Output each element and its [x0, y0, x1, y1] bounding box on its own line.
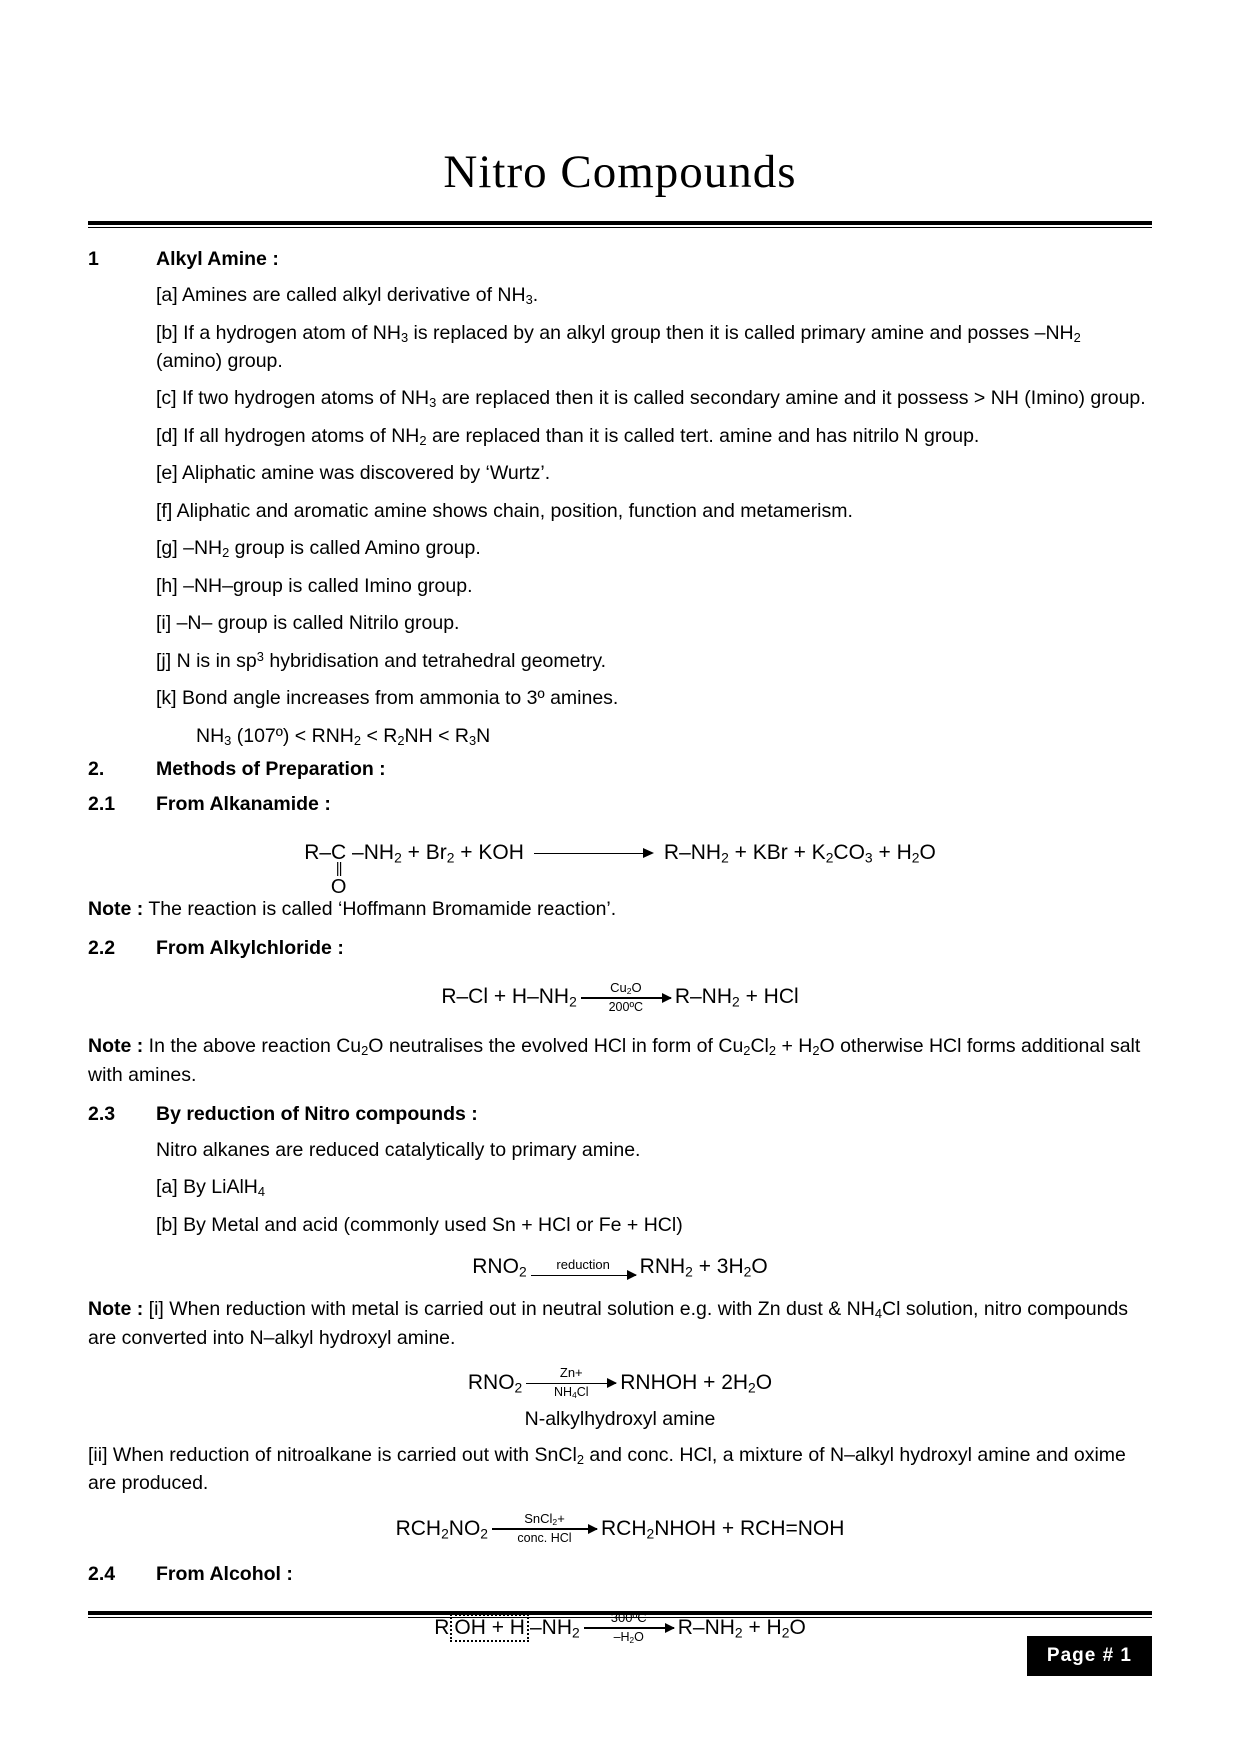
carbonyl-group: C || O [330, 840, 347, 898]
section-title-2-2: From Alkylchloride : [156, 936, 344, 959]
note-2-3-i: Note : [i] When reduction with metal is carried out in neutral solution e.g. with Zn dust & $NH_4Cl$ solution, nitro compounds are converted into N–alkyl hydroxyl amine. [88, 1298, 1129, 1349]
oxygen-atom: O [330, 875, 347, 898]
page-number-badge: Page # 1 [1027, 1636, 1152, 1676]
equation-sncl2-reduction: $RCH_2NO_2$ SnCl$_2$+ conc. HCl $RCH_2NHOH + RCH=NOH$ [395, 1510, 845, 1545]
item-d: [d] If all hydrogen atoms of $NH_2$ are replaced than it is called tert. amine and has nitrilo N group. [156, 424, 980, 449]
reaction-arrow-icon [526, 1366, 616, 1400]
arrow-below-label: $NH_4Cl$ [554, 1385, 589, 1401]
equation-from-alcohol: R OH + H $-NH_2$ 300ºC $-H_2O$ $R-NH_2 + H_2O$ [434, 1610, 806, 1646]
footer-divider [88, 1611, 1152, 1618]
note-2-1 [88, 895, 1152, 923]
item-g: [g] $-NH_2$ group is called Amino group. [156, 537, 481, 561]
item-k: [k] Bond angle increases from ammonia to 3º amines. [156, 687, 619, 710]
section-heading-2-1 [88, 791, 1152, 819]
arrow-below-label: $-H_2O$ [613, 1630, 644, 1646]
arrow-above-label: Zn+ [559, 1365, 583, 1381]
section-heading-1 [88, 246, 1152, 274]
item-h: [h] –NH–group is called Imino group. [156, 574, 473, 597]
reaction-arrow-icon [492, 1512, 597, 1546]
note-2-3-ii: [ii] When reduction of nitroalkane is carried out with SnCl$_2$ and conc. HCl, a mixture of N–alkyl hydroxyl amine and oxime are produced. [88, 1443, 1126, 1495]
item-c: [c] If two hydrogen atoms of $NH_3$ are replaced then it is called secondary amine and it possess > NH (Imino) group. [156, 387, 1146, 411]
section-heading-2-4 [88, 1561, 1152, 1589]
title-divider [88, 221, 1152, 228]
equation-alkylchloride: $R-Cl + H-NH_2$ $Cu_2O$ 200ºC $R-NH_2$ + HCl [441, 979, 799, 1014]
page-title: Nitro Compounds [443, 146, 797, 198]
section-number-2-3: 2.3 [88, 1103, 116, 1126]
equation-left-prefix: R [434, 1615, 450, 1639]
section-heading-2-3 [88, 1101, 1152, 1129]
section-number-2-2: 2.2 [88, 936, 116, 959]
arrow-below-label: conc. HCl [517, 1530, 572, 1545]
item-f: [f] Aliphatic and aromatic amine shows chain, position, function and metamerism. [156, 499, 853, 522]
reaction-arrow-icon [581, 981, 671, 1015]
reaction-arrow-icon [534, 847, 654, 859]
reaction-arrow-icon [531, 1258, 636, 1276]
item-j: [j] N is in $sp^3$ hybridisation and tetrahedral geometry. [156, 648, 607, 672]
arrow-below-label: 200ºC [608, 999, 644, 1014]
note-2-2: Note : In the above reaction $Cu_2O$ neutralises the evolved HCl in form of $Cu_2Cl_2 + H_2O$ otherwise HCl forms additional salt with amines. [88, 1035, 1141, 1086]
item-a: [a] Amines are called alkyl derivative of $NH_3$. [156, 284, 539, 308]
arrow-above-label: SnCl$_2$+ [524, 1510, 565, 1527]
equation-zn-reduction: $RNO_2$ Zn+ $NH_4Cl$ RNHOH + $2H_2O$ [467, 1365, 773, 1401]
arrow-above-label: 300ºC [610, 1610, 647, 1626]
item-2-3-b: [b] By Metal and acid (commonly used Sn + HCl or Fe + HCl) [156, 1213, 683, 1236]
section-title-2: Methods of Preparation : [156, 758, 386, 781]
equation-caption: N-alkylhydroxyl amine [524, 1407, 716, 1430]
item-i: [i] –N– group is called Nitrilo group. [156, 612, 460, 635]
leaving-group-box: OH + H [450, 1614, 529, 1642]
item-2-3-a: [a] By LiAlH$_4$ [156, 1176, 266, 1200]
intro-2-3: Nitro alkanes are reduced catalytically to primary amine. [156, 1138, 641, 1161]
section-title-2-4: From Alcohol : [156, 1563, 293, 1586]
section-heading-2-2 [88, 935, 1152, 963]
equation-reduction: $RNO_2$ reduction $RNH_2 + 3H_2O$ [472, 1255, 768, 1280]
section-title-2-1: From Alkanamide : [156, 792, 331, 815]
section-number-1: 1 [88, 248, 99, 271]
note-label: Note : [88, 897, 144, 920]
item-b: [b] If a hydrogen atom of $NH_3$ is replaced by an alkyl group then it is called primary amine and posses $-NH_2$ (amino) group. [156, 321, 1081, 372]
note-label: Note : [88, 1035, 144, 1058]
section-number-2-1: 2.1 [88, 792, 116, 815]
section-heading-2 [88, 756, 1152, 784]
section-title-2-3: By reduction of Nitro compounds : [156, 1103, 478, 1126]
arrow-above-label: reduction [556, 1257, 610, 1273]
section-1-body [156, 281, 1152, 750]
note-text: The reaction is called ‘Hoffmann Bromamide reaction’. [143, 897, 617, 920]
item-e: [e] Aliphatic amine was discovered by ‘Wurtz’. [156, 462, 551, 485]
section-number-2: 2. [88, 758, 105, 781]
note-label: Note : [88, 1298, 144, 1321]
section-number-2-4: 2.4 [88, 1563, 116, 1586]
double-bond-icon: || [335, 859, 342, 877]
section-title-1: Alkyl Amine : [156, 248, 279, 271]
arrow-above-label: $Cu_2O$ [610, 979, 642, 996]
bond-angle-series: $NH_3$ (107º) < $RNH_2 < R_2NH < R_3N$ [196, 724, 491, 748]
section-2-3-body [156, 1136, 1152, 1239]
equation-alkanamide: R– C || O $-NH_2 + Br_2$ + KOH $R-NH_2$ + KBr + $K_2CO_3 + H_2O$ [304, 840, 936, 898]
